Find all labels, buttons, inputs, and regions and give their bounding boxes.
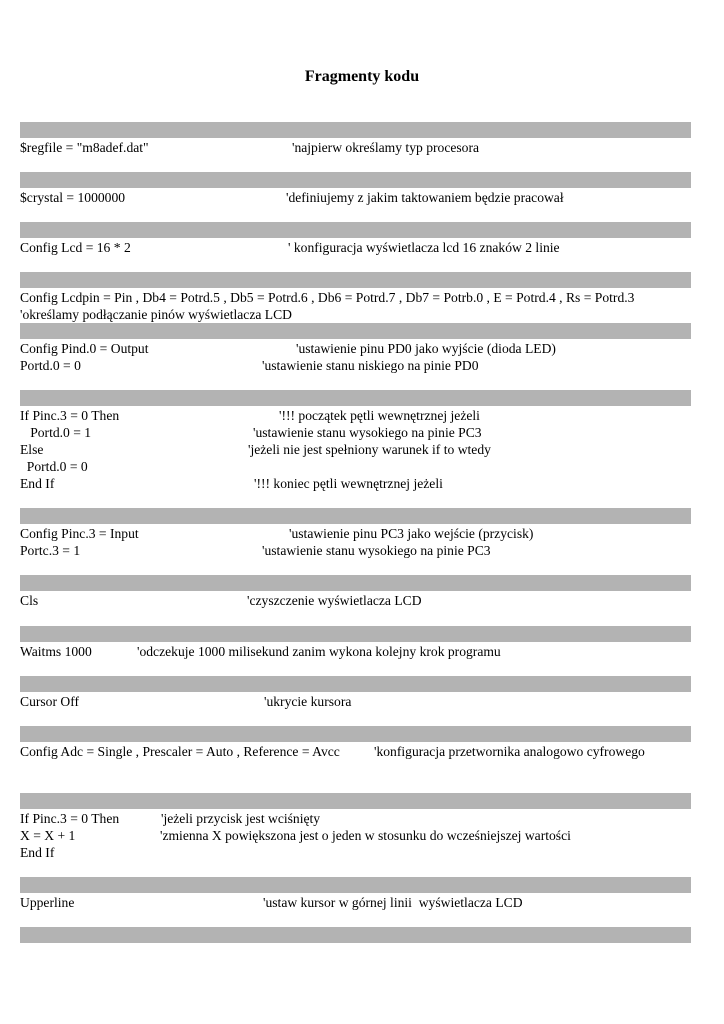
section-separator bbox=[20, 726, 691, 742]
section-separator bbox=[20, 122, 691, 138]
code-line: Cursor Off bbox=[20, 694, 80, 709]
code-line: Cls bbox=[20, 593, 39, 608]
code-line: Portd.0 = 0 bbox=[20, 358, 81, 373]
code-comment: 'ustaw kursor w górnej linii wyświetlacza LCD bbox=[263, 895, 523, 910]
code-line: End If bbox=[20, 476, 55, 491]
code-line: Else bbox=[20, 442, 44, 457]
section-separator bbox=[20, 323, 691, 339]
code-comment: 'ustawienie pinu PC3 jako wejście (przycisk) bbox=[289, 526, 534, 541]
code-comment: 'najpierw określamy typ procesora bbox=[292, 140, 480, 155]
section-separator bbox=[20, 272, 691, 288]
code-line: X = X + 1 bbox=[20, 828, 76, 843]
code-comment: '!!! koniec pętli wewnętrznej jeżeli bbox=[254, 476, 443, 491]
code-comment: ' konfiguracja wyświetlacza lcd 16 znaków 2 linie bbox=[288, 240, 560, 255]
code-comment: 'jeżeli przycisk jest wciśnięty bbox=[161, 811, 321, 826]
section-separator bbox=[20, 390, 691, 406]
code-line: $regfile = "m8adef.dat" bbox=[20, 140, 149, 155]
code-comment: 'określamy podłączanie pinów wyświetlacza LCD bbox=[20, 307, 292, 322]
code-line: Config Adc = Single , Prescaler = Auto , Reference = Avcc bbox=[20, 744, 340, 759]
code-comment: 'ustawienie stanu niskiego na pinie PD0 bbox=[262, 358, 479, 373]
section-separator bbox=[20, 793, 691, 809]
section-separator bbox=[20, 676, 691, 692]
code-line: Portd.0 = 1 bbox=[20, 425, 92, 440]
code-line: Upperline bbox=[20, 895, 75, 910]
code-line: Config Pind.0 = Output bbox=[20, 341, 149, 356]
code-comment: 'ustawienie stanu wysokiego na pinie PC3 bbox=[253, 425, 482, 440]
page-title: Fragmenty kodu bbox=[304, 68, 420, 85]
code-comment: '!!! początek pętli wewnętrznej jeżeli bbox=[279, 408, 480, 423]
section-separator bbox=[20, 626, 691, 642]
section-separator bbox=[20, 575, 691, 591]
code-comment: 'czyszczenie wyświetlacza LCD bbox=[247, 593, 422, 608]
code-line: If Pinc.3 = 0 Then bbox=[20, 811, 120, 826]
section-separator bbox=[20, 172, 691, 188]
code-comment: 'definiujemy z jakim taktowaniem będzie pracował bbox=[286, 190, 564, 205]
code-line: End If bbox=[20, 845, 55, 860]
section-separator bbox=[20, 222, 691, 238]
code-comment: 'ukrycie kursora bbox=[264, 694, 352, 709]
code-comment: 'ustawienie stanu wysokiego na pinie PC3 bbox=[262, 543, 491, 558]
code-line: Config Pinc.3 = Input bbox=[20, 526, 139, 541]
code-comment: 'konfiguracja przetwornika analogowo cyfrowego bbox=[374, 744, 645, 759]
code-comment: 'ustawienie pinu PD0 jako wyjście (dioda LED) bbox=[296, 341, 556, 356]
code-line: Portd.0 = 0 bbox=[20, 459, 88, 474]
code-line: Portc.3 = 1 bbox=[20, 543, 81, 558]
section-separator bbox=[20, 508, 691, 524]
code-comment: 'zmienna X powiększona jest o jeden w stosunku do wcześniejszej wartości bbox=[160, 828, 571, 843]
code-comment: 'odczekuje 1000 milisekund zanim wykona kolejny krok programu bbox=[137, 644, 501, 659]
code-line: $crystal = 1000000 bbox=[20, 190, 126, 205]
code-line: Config Lcdpin = Pin , Db4 = Potrd.5 , Db5 = Potrd.6 , Db6 = Potrd.7 , Db7 = Potrb.0 , E = Potrd.4 , Rs = Potrd.3 bbox=[20, 290, 635, 305]
section-separator bbox=[20, 877, 691, 893]
code-comment: 'jeżeli nie jest spełniony warunek if to wtedy bbox=[248, 442, 491, 457]
code-line: If Pinc.3 = 0 Then bbox=[20, 408, 120, 423]
code-line: Config Lcd = 16 * 2 bbox=[20, 240, 131, 255]
code-line: Waitms 1000 bbox=[20, 644, 92, 659]
section-separator bbox=[20, 927, 691, 943]
